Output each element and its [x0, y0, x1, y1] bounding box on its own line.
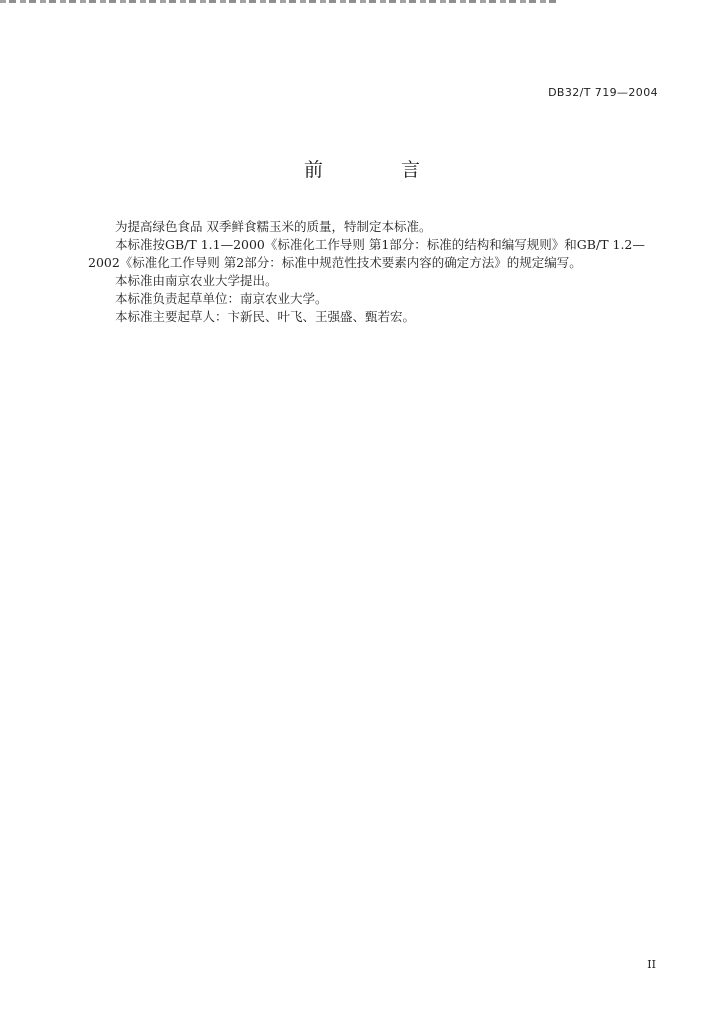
scan-artifact-line [0, 0, 560, 3]
standard-number: DB32/T 719—2004 [548, 86, 658, 99]
foreword-paragraph: 本标准主要起草人：卞新民、叶飞、王强盛、甄若宏。 [115, 309, 416, 324]
foreword-paragraph: 本标准按GB/T 1.1—2000《标准化工作导则 第1部分：标准的结构和编写规则》和GB/T 1.2—2002《标准化工作导则 第2部分：标准中规范性技术要素内容的确定方法》的规定编写。 [88, 237, 645, 270]
foreword-paragraph: 本标准由南京农业大学提出。 [115, 273, 278, 288]
foreword-body [88, 218, 662, 326]
page-number: II [647, 958, 656, 971]
foreword-paragraph: 本标准负责起草单位：南京农业大学。 [115, 291, 328, 306]
foreword-paragraph: 为提高绿色食品 双季鲜食糯玉米的质量，特制定本标准。 [115, 219, 432, 234]
page-title: 前 言 [303, 159, 457, 181]
